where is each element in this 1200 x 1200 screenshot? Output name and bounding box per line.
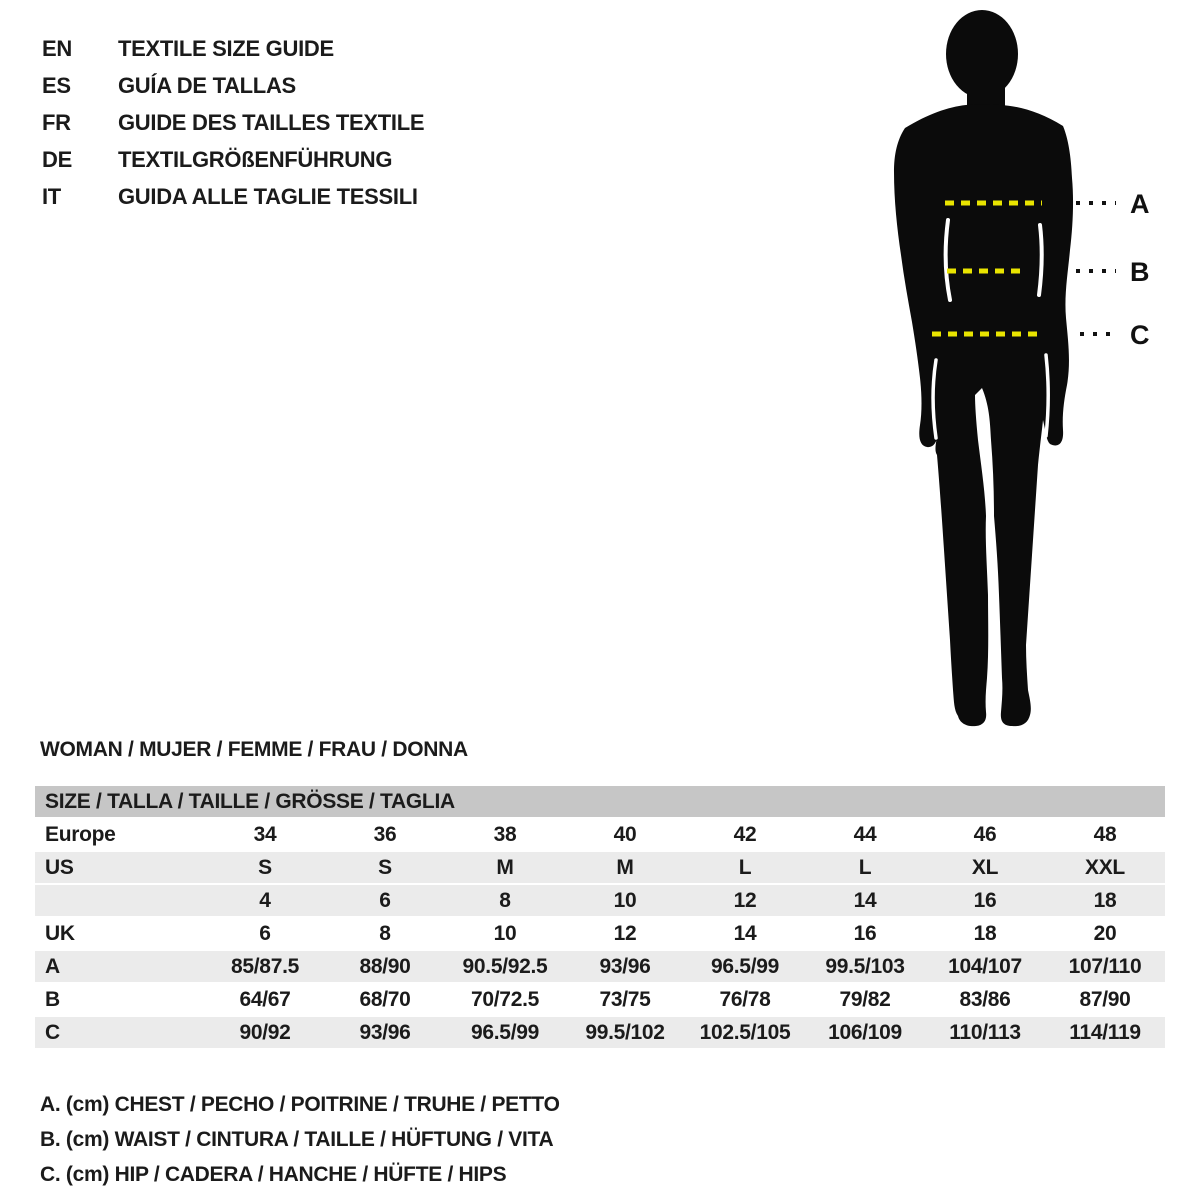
table-row-europe <box>35 819 1165 850</box>
legend-waist: B. (cm) WAIST / CINTURA / TAILLE / HÜFTUNG / VITA <box>40 1128 554 1151</box>
size-cell: 73/75 <box>599 988 651 1011</box>
size-cell: 40 <box>613 823 637 846</box>
size-cell: 96.5/99 <box>711 955 779 978</box>
size-cell: 8 <box>379 922 391 945</box>
size-cell: XL <box>971 856 999 879</box>
measure-label-b: B <box>1130 257 1150 287</box>
size-cell: 12 <box>733 889 757 912</box>
table-row-chest <box>35 951 1165 982</box>
language-row-en <box>42 30 424 67</box>
size-cell: 102.5/105 <box>699 1021 791 1044</box>
language-list <box>42 30 424 215</box>
row-label: US <box>45 856 74 879</box>
size-cell: 79/82 <box>839 988 891 1011</box>
table-row-waist <box>35 984 1165 1015</box>
size-cell: 87/90 <box>1079 988 1131 1011</box>
language-title: TEXTILE SIZE GUIDE <box>118 35 334 61</box>
size-cell: 14 <box>733 922 757 945</box>
size-cell: 20 <box>1093 922 1117 945</box>
size-cell: 8 <box>499 889 511 912</box>
size-cell: 104/107 <box>948 955 1022 978</box>
size-cell: 107/110 <box>1068 955 1142 978</box>
size-cell: 42 <box>733 823 757 846</box>
language-title: GUIDA ALLE TAGLIE TESSILI <box>118 183 418 209</box>
size-cell: 16 <box>973 889 997 912</box>
size-cell: 114/119 <box>1069 1021 1141 1044</box>
language-code: FR <box>42 109 71 135</box>
section-title: WOMAN / MUJER / FEMME / FRAU / DONNA <box>40 738 468 761</box>
size-cell: 38 <box>493 823 517 846</box>
size-cell: 18 <box>973 922 997 945</box>
size-cell: 99.5/103 <box>825 955 905 978</box>
size-cell: 6 <box>379 889 391 912</box>
language-title: TEXTILGRÖßENFÜHRUNG <box>118 146 393 172</box>
table-row-uk <box>35 918 1165 949</box>
row-label: C <box>45 1021 60 1044</box>
size-cell: 18 <box>1093 889 1117 912</box>
language-row-es <box>42 67 424 104</box>
row-label: UK <box>45 922 75 945</box>
measure-label-a: A <box>1130 189 1150 219</box>
language-title: GUÍA DE TALLAS <box>118 72 296 98</box>
row-label: B <box>45 988 60 1011</box>
row-label: Europe <box>45 823 116 846</box>
table-row-hip <box>35 1017 1165 1048</box>
size-cell: 4 <box>259 889 271 912</box>
size-table-header: SIZE / TALLA / TAILLE / GRÖSSE / TAGLIA <box>35 786 1165 817</box>
language-code: ES <box>42 72 71 98</box>
measurement-legend <box>40 1087 560 1192</box>
size-cell: 10 <box>493 922 517 945</box>
size-cell: 64/67 <box>239 988 291 1011</box>
size-cell: 93/96 <box>359 1021 411 1044</box>
language-row-fr <box>42 104 424 141</box>
language-title: GUIDE DES TAILLES TEXTILE <box>118 109 425 135</box>
size-cell: 10 <box>613 889 637 912</box>
size-cell: 12 <box>613 922 637 945</box>
size-cell: 34 <box>253 823 277 846</box>
size-cell: 16 <box>853 922 877 945</box>
size-cell: 46 <box>973 823 997 846</box>
size-cell: 90.5/92.5 <box>462 955 548 978</box>
row-label: A <box>45 955 60 978</box>
language-row-it <box>42 178 424 215</box>
size-cell: S <box>258 856 272 879</box>
size-cell: 85/87.5 <box>231 955 299 978</box>
size-cell: 83/86 <box>959 988 1011 1011</box>
size-cell: L <box>738 856 752 879</box>
size-cell: 6 <box>259 922 271 945</box>
size-cell: 90/92 <box>239 1021 291 1044</box>
language-row-de <box>42 141 424 178</box>
size-cell: XXL <box>1085 856 1125 879</box>
measurement-figure <box>870 0 1200 740</box>
table-row-us <box>35 852 1165 883</box>
legend-hip: C. (cm) HIP / CADERA / HANCHE / HÜFTE / HIPS <box>40 1163 507 1186</box>
size-cell: 76/78 <box>719 988 771 1011</box>
size-cell: 44 <box>853 823 877 846</box>
size-cell: M <box>496 856 514 879</box>
measure-label-c: C <box>1130 320 1150 350</box>
size-cell: 110/113 <box>949 1021 1021 1044</box>
size-cell: 68/70 <box>359 988 411 1011</box>
size-cell: 99.5/102 <box>585 1021 665 1044</box>
size-cell: 70/72.5 <box>471 988 539 1011</box>
table-row-us-numeric <box>35 885 1165 916</box>
size-cell: 93/96 <box>599 955 651 978</box>
size-cell: 36 <box>373 823 397 846</box>
language-code: IT <box>42 183 61 209</box>
language-code: EN <box>42 35 72 61</box>
size-cell: 14 <box>853 889 877 912</box>
size-cell: 48 <box>1093 823 1117 846</box>
size-table <box>35 786 1165 1050</box>
size-cell: 88/90 <box>359 955 411 978</box>
size-cell: 106/109 <box>828 1021 902 1044</box>
woman-silhouette-icon <box>870 0 1200 740</box>
row-label <box>35 885 205 916</box>
legend-chest: A. (cm) CHEST / PECHO / POITRINE / TRUHE / PETTO <box>40 1093 560 1116</box>
size-cell: S <box>378 856 392 879</box>
language-code: DE <box>42 146 72 172</box>
size-cell: L <box>858 856 872 879</box>
size-cell: 96.5/99 <box>471 1021 539 1044</box>
size-cell: M <box>616 856 634 879</box>
